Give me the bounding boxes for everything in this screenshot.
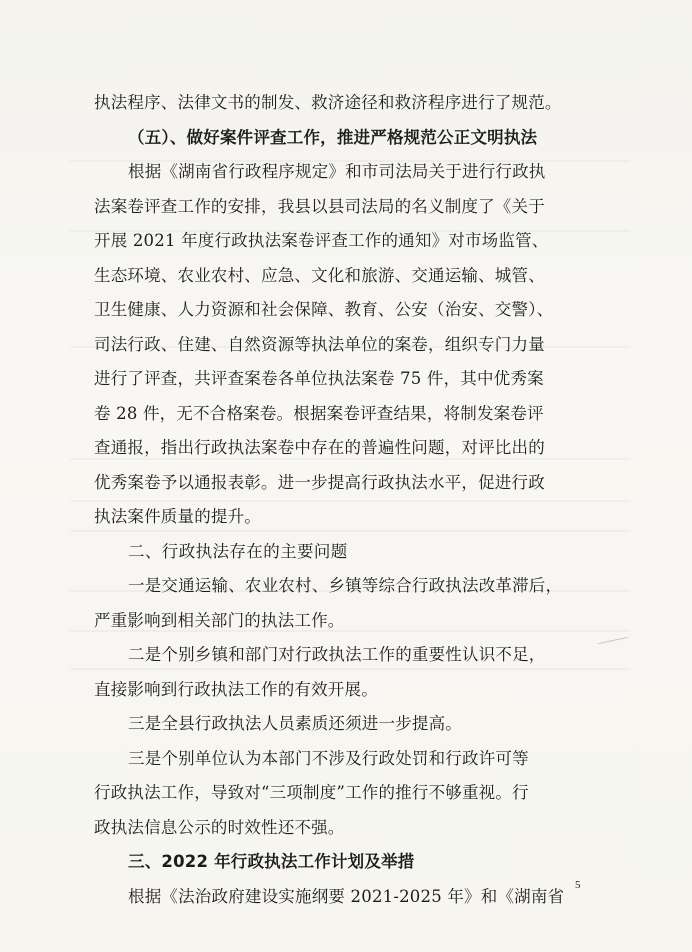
paragraph-line: 严重影响到相关部门的执法工作。 (94, 610, 345, 630)
section-heading-5: （五）、做好案件评查工作，推进严格规范公正文明执法 (128, 127, 538, 147)
paragraph-line: 一是交通运输、农业农村、乡镇等综合行政执法改革滞后， (128, 576, 563, 595)
paragraph-line: 法案卷评查工作的安排，我县以县司法局的名义制度了《关于 (94, 196, 545, 216)
scan-artifact (598, 637, 628, 644)
page-number: 5 (575, 879, 581, 891)
paragraph-line: 根据《法治政府建设实施纲要 2021-2025 年》和《湖南省 (128, 886, 565, 906)
paragraph-line: 卷 28 件，无不合格案卷。根据案卷评查结果，将制发案卷评 (94, 403, 544, 423)
paragraph-line: 生态环境、农业农村、应急、文化和旅游、交通运输、城管、 (94, 265, 545, 285)
paragraph-line: 查通报，指出行政执法案卷中存在的普遍性问题，对评比出的 (94, 438, 545, 457)
paragraph-line: 三是个别单位认为本部门不涉及行政处罚和行政许可等 (128, 748, 529, 768)
paragraph-line: 直接影响到行政执法工作的有效开展。 (94, 679, 378, 699)
paragraph-line: 二是个别乡镇和部门对行政执法工作的重要性认识不足， (128, 645, 546, 664)
paragraph-line: 执法案件质量的提升。 (94, 507, 261, 526)
document-body (94, 86, 594, 914)
section-heading-2: 二、行政执法存在的主要问题 (128, 541, 348, 561)
paragraph-line: 执法程序、法律文书的制发、救济途径和救济程序进行了规范。 (94, 93, 562, 112)
paragraph-line: 根据《湖南省行政程序规定》和市司法局关于进行行政执 (128, 162, 546, 181)
paragraph-line: 三是全县行政执法人员素质还须进一步提高。 (128, 714, 462, 733)
paragraph-line: 进行了评查，共评查案卷各单位执法案卷 75 件，其中优秀案 (94, 369, 544, 388)
paragraph-line: 卫生健康、人力资源和社会保障、教育、公安（治安、交警）、 (94, 300, 554, 319)
paragraph-line: 行政执法工作，导致对“三项制度”工作的推行不够重视。行 (94, 783, 529, 802)
section-heading-3: 三、2022 年行政执法工作计划及举措 (128, 852, 415, 871)
paragraph-line: 司法行政、住建、自然资源等执法单位的案卷，组织专门力量 (94, 334, 545, 354)
paragraph-line: 开展 2021 年度行政执法案卷评查工作的通知》对市场监管、 (94, 231, 549, 250)
paragraph-line: 优秀案卷予以通报表彰。进一步提高行政执法水平，促进行政 (94, 472, 545, 492)
paragraph-line: 政执法信息公示的时效性还不强。 (94, 817, 345, 837)
